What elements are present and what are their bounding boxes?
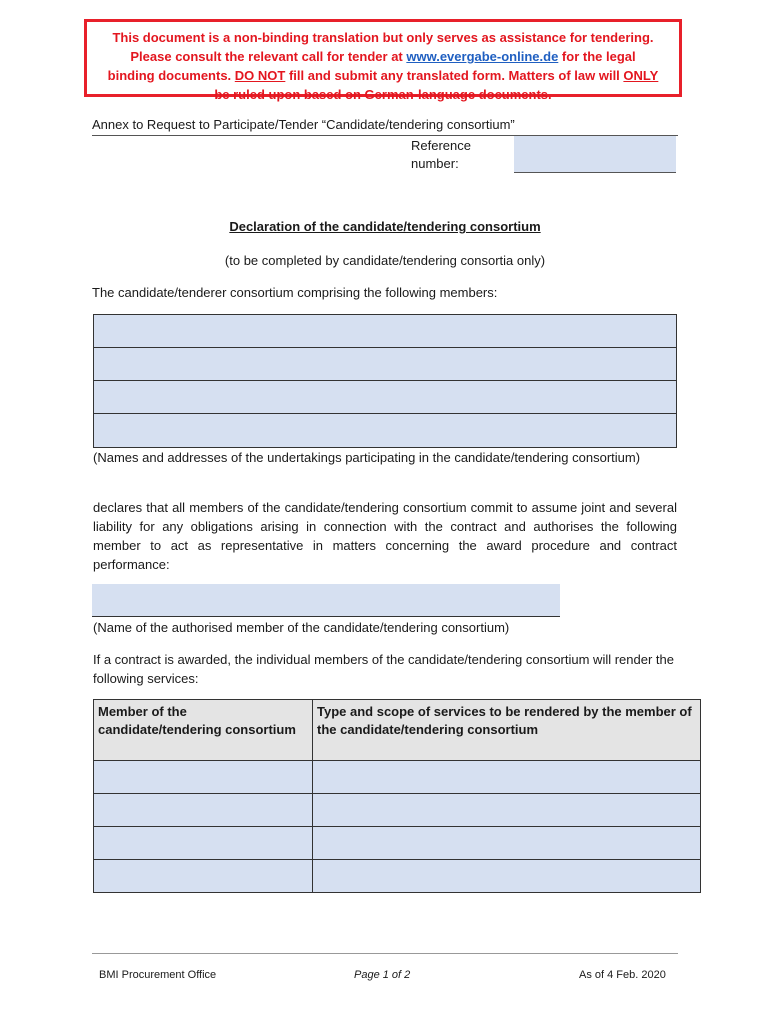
award-services-text: If a contract is awarded, the individual members of the candidate/tendering consortium will render the following services: xyxy=(93,652,674,686)
member-field-3[interactable] xyxy=(94,381,676,414)
member-field-1[interactable] xyxy=(94,315,676,348)
services-cell[interactable] xyxy=(313,761,701,794)
declaration-title: Declaration of the candidate/tendering consortium xyxy=(229,219,541,234)
notice-text: binding documents. xyxy=(107,68,235,83)
services-column-header: Type and scope of services to be rendered by the member of the candidate/tendering consortium xyxy=(313,700,701,761)
footer-divider xyxy=(92,953,678,954)
services-cell[interactable] xyxy=(313,827,701,860)
services-cell[interactable] xyxy=(313,794,701,827)
reference-label-line: Reference xyxy=(411,138,471,153)
member-cell[interactable] xyxy=(94,860,313,893)
notice-line-4: be ruled upon based on German-language documents. xyxy=(214,87,552,102)
services-table xyxy=(93,699,701,893)
member-cell[interactable] xyxy=(94,827,313,860)
notice-text: fill and submit any translated form. Matters of law will xyxy=(285,68,624,83)
only-emphasis: ONLY xyxy=(623,68,659,83)
table-row xyxy=(94,794,701,827)
notice-text: for the legal xyxy=(558,49,636,64)
footer-office: BMI Procurement Office xyxy=(99,969,217,981)
footer-page-number: Page 1 of 2 xyxy=(354,969,411,981)
reference-number-label xyxy=(411,137,471,173)
reference-label-line: number: xyxy=(411,156,459,171)
table-row xyxy=(94,761,701,794)
members-fields xyxy=(93,314,677,448)
services-header-row xyxy=(94,700,701,761)
footer-date: As of 4 Feb. 2020 xyxy=(579,969,666,981)
do-not-emphasis: DO NOT xyxy=(234,68,286,83)
members-intro: The candidate/tenderer consortium comprising the following members: xyxy=(92,285,498,300)
notice-text: Please consult the relevant call for tender at xyxy=(130,49,407,64)
member-column-header: Member of the candidate/tendering consortium xyxy=(94,700,313,761)
reference-number-field[interactable] xyxy=(514,136,676,173)
member-cell[interactable] xyxy=(94,761,313,794)
member-cell[interactable] xyxy=(94,794,313,827)
member-field-4[interactable] xyxy=(94,414,676,447)
declaration-subtitle: (to be completed by candidate/tendering consortia only) xyxy=(224,253,546,268)
table-row xyxy=(94,827,701,860)
table-row xyxy=(94,860,701,893)
evergabe-link[interactable]: www.evergabe-online.de xyxy=(406,49,559,64)
notice-line-1: This document is a non-binding translation but only serves as assistance for tendering. xyxy=(112,30,654,45)
notice-line-2 xyxy=(87,47,679,66)
authorised-member-note: (Name of the authorised member of the candidate/tendering consortium) xyxy=(93,620,510,635)
annex-heading: Annex to Request to Participate/Tender “Candidate/tendering consortium” xyxy=(92,117,515,132)
services-cell[interactable] xyxy=(313,860,701,893)
authorised-member-field[interactable] xyxy=(92,584,560,617)
member-field-2[interactable] xyxy=(94,348,676,381)
translation-notice xyxy=(84,19,682,102)
declaration-text: declares that all members of the candidate/tendering consortium commit to assume joint and several liability for any obligations arising in connection with the contract and authorises the following member to act as representative in matters concerning the award procedure and contract performance: xyxy=(93,500,677,572)
names-note: (Names and addresses of the undertakings participating in the candidate/tendering consortium) xyxy=(93,450,641,465)
notice-line-3 xyxy=(87,66,679,85)
